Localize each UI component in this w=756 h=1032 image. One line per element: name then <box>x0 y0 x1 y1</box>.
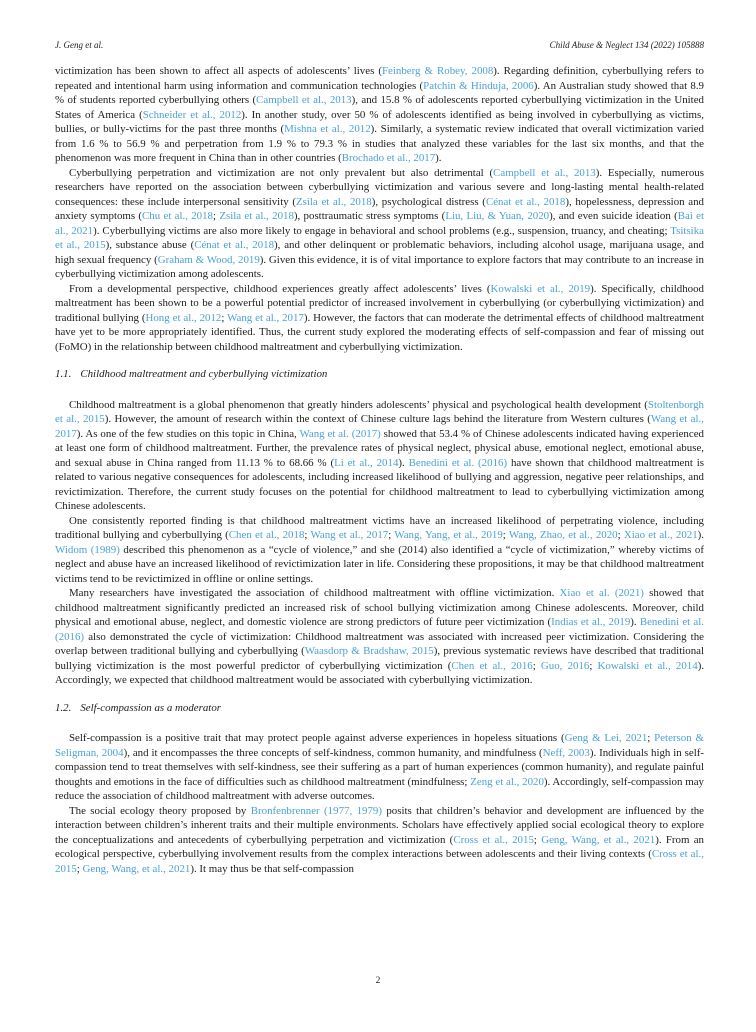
section-number: 1.1. <box>55 368 72 380</box>
citation-link[interactable]: Xiao et al. (2021) <box>559 587 644 599</box>
citation-link[interactable]: Wang, Yang, et al., 2019 <box>394 529 503 541</box>
citation-link[interactable]: Wang, Zhao, et al., 2020 <box>508 529 618 541</box>
text-run: ), hopelessness, depression and anxiety symptoms ( <box>55 195 704 222</box>
text-run: ), and even suicide ideation ( <box>549 210 678 222</box>
text-run: ). Accordingly, self-compassion may reduce the association of childhood maltreatment with adverse outcomes. <box>55 775 704 802</box>
citation-link[interactable]: Wang et al., 2017 <box>227 311 304 324</box>
citation-link[interactable]: Mishna et al., 2012 <box>284 123 371 135</box>
text-run: The social ecology theory proposed by <box>69 804 251 817</box>
citation-link[interactable]: Bai et al., 2021 <box>55 210 705 237</box>
text-run: ; <box>502 529 509 541</box>
text-run: ), psychological distress ( <box>371 195 486 208</box>
text-run: ). <box>398 456 409 469</box>
text-run: ; <box>388 529 395 541</box>
paragraph <box>55 514 704 587</box>
paragraph <box>55 731 704 804</box>
text-run: ). <box>630 616 640 628</box>
text-run: showed that 53.4 % of Chinese adolescents indicated having experienced at least one form of childhood maltreatment. Further, the prevalence rates of physical neglect, physical abuse, emotional neglect, emotional abuse, and sexual abuse in China ranged from 11.13 % to 68.66 % ( <box>55 427 704 469</box>
paragraph <box>55 804 704 877</box>
citation-link[interactable]: Liu, Liu, & Yuan, 2020 <box>445 210 550 222</box>
page-number: 2 <box>375 976 381 986</box>
citation-link[interactable]: Bronfenbrenner (1977, 1979) <box>250 804 382 817</box>
text-run: Many researchers have investigated the association of childhood maltreatment with offline victimization. <box>69 587 560 599</box>
citation-link[interactable]: Campbell et al., 2013 <box>256 94 352 106</box>
text-run: ). Accordingly, we expected that childhood maltreatment would be associated with cyberbullying victimization. <box>55 659 705 686</box>
text-run: ). In another study, over 50 % of adolescents identified as being involved in cyberbullying as victims, bullies, or bully-victims for the past three months ( <box>55 108 704 135</box>
text-run: ). Regarding definition, cyberbullying refers to repeated and intentional harm using information and communication technologies ( <box>55 65 704 92</box>
section-title: Childhood maltreatment and cyberbullying victimization <box>80 368 328 380</box>
text-run: Childhood maltreatment is a global phenomenon that greatly hinders adolescents’ physical and psychological health development ( <box>69 398 648 411</box>
citation-link[interactable]: Campbell et al., 2013 <box>493 166 596 179</box>
citation-link[interactable]: Widom (1989) <box>55 543 120 556</box>
paragraph <box>55 282 704 355</box>
text-run: Cyberbullying perpetration and victimization are not only prevalent but also detrimental ( <box>69 166 494 179</box>
section-heading <box>55 701 704 716</box>
text-run: ). However, the factors that can moderate the detrimental effects of childhood maltreatment have yet to be more appropriately identified. Thus, the current study explored the moderating effects of self-compassion and fear of missing out (FoMO) in the relationship between childhood maltreatment and cyberbullying victimization. <box>55 311 704 353</box>
text-run: posits that children’s behavior and development are influenced by the interaction between children’s inherent traits and their multiple environments. Scholars have effectively applied social ecological theory to explore the conceptualizations and antecedents of cyberbullying perpetration and victimization ( <box>55 804 704 846</box>
text-run: victimization has been shown to affect all aspects of adolescents’ lives ( <box>55 65 382 77</box>
citation-link[interactable]: Hong et al., 2012 <box>145 311 222 324</box>
citation-link[interactable]: Neff, 2003 <box>542 746 590 759</box>
text-run: ). As one of the few studies on this topic in China, <box>76 427 300 440</box>
citation-link[interactable]: Geng, Wang, et al., 2021 <box>541 833 656 846</box>
text-run: ; <box>617 529 624 541</box>
citation-link[interactable]: Peterson & Seligman, 2004 <box>55 732 704 759</box>
text-run: ), and 15.8 % of adolescents reported cyberbullying victimization in the United States of America ( <box>55 94 704 121</box>
running-head-journal: Child Abuse & Neglect 134 (2022) 105888 <box>549 40 704 50</box>
citation-link[interactable]: Wang et al., 2017 <box>55 413 704 440</box>
citation-link[interactable]: Benedini et al. (2016) <box>55 616 704 643</box>
text-run: also demonstrated the cycle of victimization: Childhood maltreatment was associated with increased peer victimization. Considering the overlap between traditional bullying and cyberbullying ( <box>55 630 704 657</box>
text-run: ). Given this evidence, it is of vital importance to explore factors that may contribute to an increase in cyberbullying victimization among adolescents. <box>55 253 704 280</box>
citation-link[interactable]: Tsitsika et al., 2015 <box>55 224 704 251</box>
paragraph <box>55 398 704 514</box>
citation-link[interactable]: Graham & Wood, 2019 <box>157 253 260 266</box>
citation-link[interactable]: Schneider et al., 2012 <box>142 108 242 121</box>
text-run: ). An Australian study showed that 8.9 % of students reported cyberbullying others ( <box>55 79 704 106</box>
text-run: ; <box>533 833 542 846</box>
text-run: ; <box>589 659 598 672</box>
text-run: One consistently reported finding is that childhood maltreatment victims have an increased likelihood of perpetrating violence, including traditional bullying and cyberbullying ( <box>55 514 704 541</box>
citation-link[interactable]: Indias et al., 2019 <box>551 616 631 628</box>
citation-link[interactable]: Kowalski et al., 2014 <box>597 659 698 672</box>
citation-link[interactable]: Chen et al., 2018 <box>228 529 305 541</box>
text-run: Self-compassion is a positive trait that may protect people against adverse experiences in hopeless situations ( <box>69 732 565 744</box>
citation-link[interactable]: Cross et al., 2015 <box>55 848 704 875</box>
page-footer <box>0 976 756 986</box>
text-run: showed that childhood maltreatment significantly predicted an increased risk of school bullying victimization among Chinese adolescents. Moreover, child physical and emotional abuse, neglect, and domestic violence are strong predictors of future peer victimization ( <box>55 587 704 628</box>
text-run: ), and it encompasses the three concepts of self-kindness, common humanity, and mindfulness ( <box>123 746 543 759</box>
text-run: ; <box>304 529 311 541</box>
text-run: ; <box>213 210 220 222</box>
citation-link[interactable]: Cross et al., 2015 <box>453 833 534 846</box>
text-run: ). Similarly, a systematic review indicated that overall victimization varied from 1.6 % to 56.9 % and perpetration from 1.9 % to 79.3 % in studies that analyzed these variables for the last six months, and that the phenomenon was more frequent in China than in other countries ( <box>55 123 704 164</box>
text-run: ), substance abuse ( <box>105 239 195 251</box>
paragraph <box>55 166 704 282</box>
paragraph <box>55 64 704 166</box>
paragraph <box>55 586 704 688</box>
citation-link[interactable]: Chen et al., 2016 <box>451 659 533 672</box>
text-run: ; <box>221 311 228 324</box>
text-run: ). It may thus be that self-compassion <box>190 862 354 875</box>
citation-link[interactable]: Xiao et al., 2021 <box>623 529 698 541</box>
text-run: ). Especially, numerous researchers have reported on the association between cyberbullying victimization and various severe and long-lasting mental health-related consequences: these include interpersonal sensitivity ( <box>55 166 704 208</box>
text-run: ; <box>647 732 655 744</box>
text-run: From a developmental perspective, childhood experiences greatly affect adolescents’ lives ( <box>69 282 491 295</box>
text-run: ). However, the amount of research within the context of Chinese culture lags behind the literature from Western cultures ( <box>104 413 651 425</box>
text-run: ). From an ecological perspective, cyberbullying involvement results from the complex interactions between adolescents and their living contexts ( <box>55 833 704 860</box>
citation-link[interactable]: Geng, Wang, et al., 2021 <box>82 862 191 875</box>
section-heading <box>55 367 704 382</box>
citation-link[interactable]: Feinberg & Robey, 2008 <box>381 65 494 77</box>
text-run: ). <box>697 529 705 541</box>
text-run: ; <box>532 659 541 672</box>
citation-link[interactable]: Kowalski et al., 2019 <box>490 282 591 295</box>
citation-link[interactable]: Cénat et al., 2018 <box>485 195 566 208</box>
citation-link[interactable]: Li et al., 2014 <box>334 456 399 469</box>
citation-link[interactable]: Brochado et al., 2017 <box>341 152 436 164</box>
citation-link[interactable]: Zsila et al., 2018 <box>295 195 372 208</box>
citation-link[interactable]: Patchin & Hinduja, 2006 <box>423 79 534 92</box>
citation-link[interactable]: Stoltenborgh et al., 2015 <box>55 398 704 425</box>
section-number: 1.2. <box>55 701 72 714</box>
citation-link[interactable]: Zeng et al., 2020 <box>470 775 544 788</box>
text-run: ), and other delinquent or problematic behaviors, including alcohol usage, marijuana usage, and high sexual frequency ( <box>55 239 704 266</box>
citation-link[interactable]: Waasdorp & Bradshaw, 2015 <box>304 645 434 657</box>
article-body <box>55 64 704 876</box>
citation-link[interactable]: Benedini et al. (2016) <box>408 456 508 469</box>
text-run: ). Specifically, childhood maltreatment has been shown to be a powerful potential predictor of increased involvement in cyberbullying (or cyberbullying victimization) and traditional bullying ( <box>55 282 704 324</box>
running-head-authors: J. Geng et al. <box>55 40 104 50</box>
citation-link[interactable]: Chu et al., 2018 <box>142 210 214 222</box>
text-run: have shown that childhood maltreatment is related to various negative consequences for adolescents, including increased likelihood of bullying and aggression, negative peer relationships, and revictimization. Therefore, the current study focuses on the potential for childhood maltreatment to lead to cyberbullying victimization among Chinese adolescents. <box>55 456 705 512</box>
section-title: Self-compassion as a moderator <box>80 701 222 714</box>
text-run: ), posttraumatic stress symptoms ( <box>293 210 446 222</box>
text-run: ), previous systematic reviews have described that traditional bullying victimization is the most powerful predictor of cyberbullying victimization ( <box>55 645 704 672</box>
citation-link[interactable]: Cénat et al., 2018 <box>194 239 275 251</box>
text-run: ). Cyberbullying victims are also more likely to engage in behavioral and school problems (e.g., suspension, truancy, and cheating; <box>93 224 671 237</box>
citation-link[interactable]: Zsila et al., 2018 <box>219 210 294 222</box>
citation-link[interactable]: Guo, 2016 <box>540 659 590 672</box>
text-run: ; <box>76 862 83 875</box>
text-run: described this phenomenon as a “cycle of violence,” and she (2014) also identified a “cycle of victimization,” whereby victims of neglect and abuse have an increased likelihood of revictimization later in life. Considering these propositions, it may be that childhood maltreatment victims tend to be revictimized in offline or online settings. <box>55 543 704 585</box>
text-run: ). <box>435 152 442 164</box>
citation-link[interactable]: Geng & Lei, 2021 <box>564 732 648 744</box>
citation-link[interactable]: Wang et al., 2017 <box>310 529 389 541</box>
text-run: ). Individuals high in self-compassion tend to treat themselves with self-kindness, see their suffering as a part of human experiences (common humanity), and regulate painful thoughts and emotions in the face of difficulties such as childhood maltreatment (mindfulness; <box>55 746 704 788</box>
running-header <box>55 40 704 50</box>
citation-link[interactable]: Wang et al. (2017) <box>299 427 381 440</box>
